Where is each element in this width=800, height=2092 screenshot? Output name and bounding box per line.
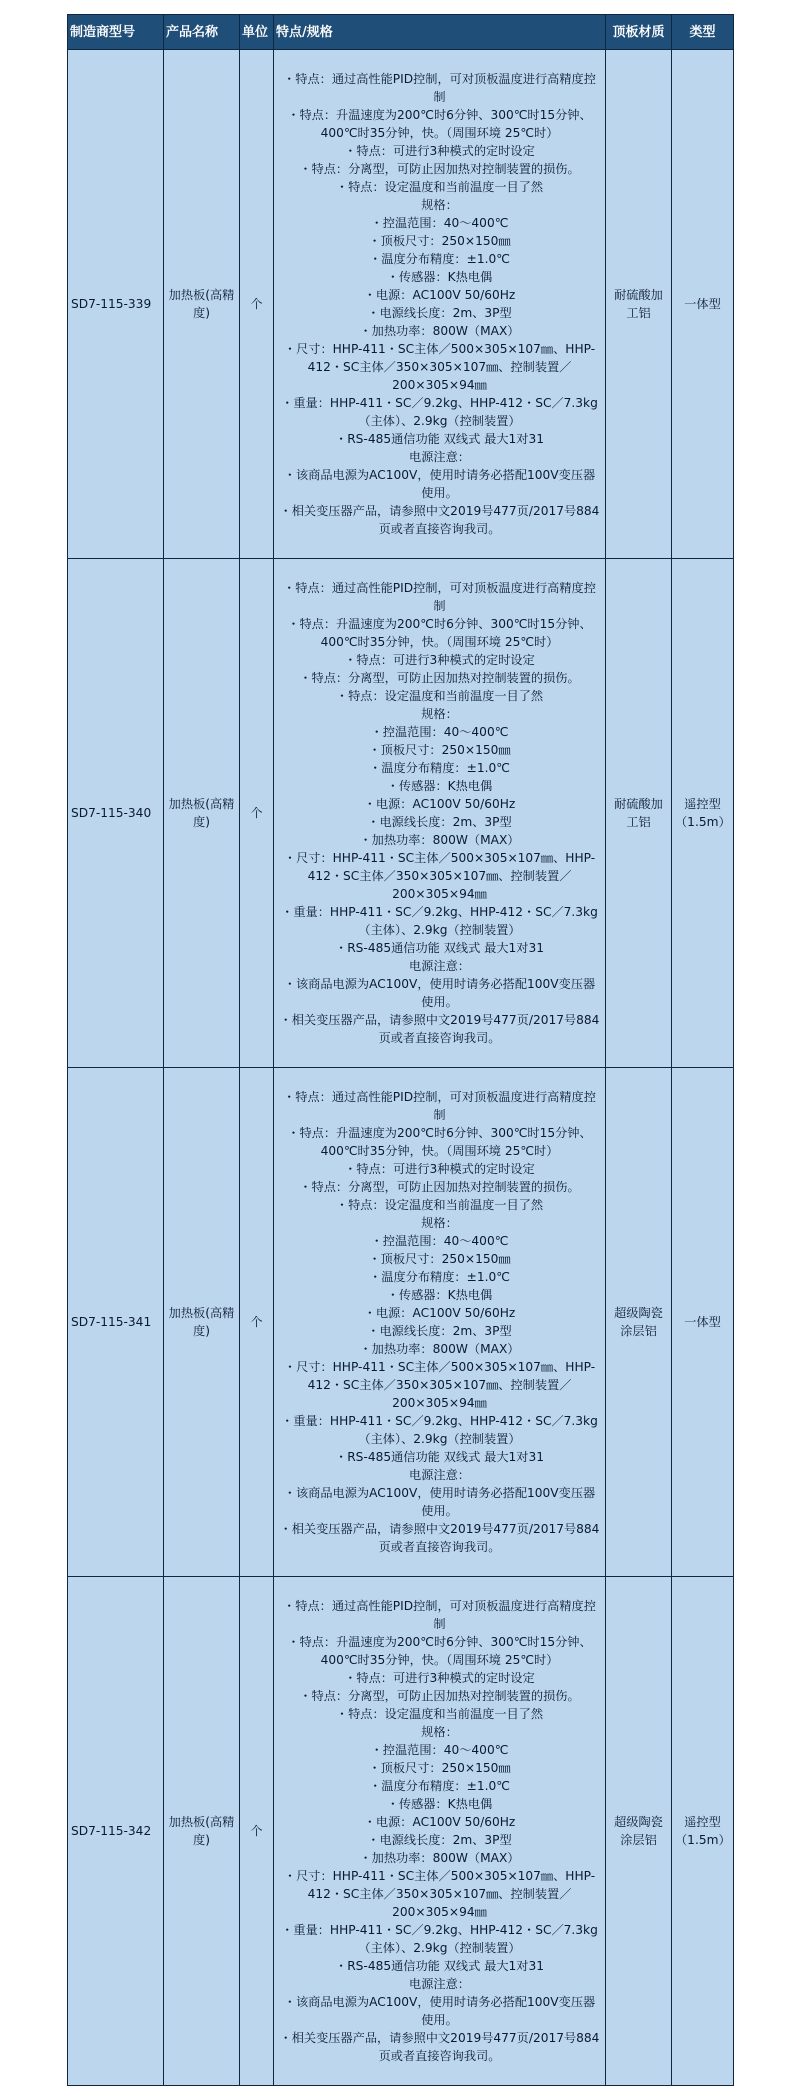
spec-line: ・特点：升温速度为200℃时6分钟、300℃时15分钟、400℃时35分钟，快。（周围环境 25℃时） bbox=[287, 108, 592, 140]
cell-type: 遥控型（1.5m） bbox=[672, 1577, 734, 2086]
spec-line: ・相关变压器产品，请参照中文2019号477页/2017号884页或者直接咨询我司。 bbox=[279, 1522, 600, 1554]
spec-line: ・相关变压器产品，请参照中文2019号477页/2017号884页或者直接咨询我司。 bbox=[279, 504, 600, 536]
spec-line: ・特点：通过高性能PID控制，可对顶板温度进行高精度控制 bbox=[283, 1090, 596, 1122]
spec-line: ・顶板尺寸：250×150㎜ bbox=[368, 1761, 511, 1775]
cell-model: SD7-115-339 bbox=[68, 50, 164, 559]
spec-line: 规格： bbox=[421, 198, 458, 212]
table-header bbox=[68, 15, 734, 50]
spec-line: ・特点：设定温度和当前温度一目了然 bbox=[335, 1198, 544, 1212]
cell-unit: 个 bbox=[240, 1068, 274, 1577]
spec-line: ・特点：设定温度和当前温度一目了然 bbox=[335, 689, 544, 703]
cell-spec bbox=[274, 559, 606, 1068]
spec-line: ・传感器：K热电偶 bbox=[386, 1797, 493, 1811]
cell-unit: 个 bbox=[240, 1577, 274, 2086]
spec-line: ・传感器：K热电偶 bbox=[386, 779, 493, 793]
table-body bbox=[68, 50, 734, 2086]
spec-line: ・特点：升温速度为200℃时6分钟、300℃时15分钟、400℃时35分钟，快。（周围环境 25℃时） bbox=[287, 1635, 592, 1667]
spec-line: ・特点：升温速度为200℃时6分钟、300℃时15分钟、400℃时35分钟，快。（周围环境 25℃时） bbox=[287, 1126, 592, 1158]
spec-line: 电源注意： bbox=[409, 450, 470, 464]
cell-material: 超级陶瓷涂层铝 bbox=[606, 1068, 672, 1577]
spec-line: ・特点：通过高性能PID控制，可对顶板温度进行高精度控制 bbox=[283, 72, 596, 104]
spec-line: ・电源线长度：2m、3P型 bbox=[367, 1324, 512, 1338]
spec-line: ・电源：AC100V 50/60Hz bbox=[363, 1815, 516, 1829]
cell-model: SD7-115-341 bbox=[68, 1068, 164, 1577]
spec-line: ・顶板尺寸：250×150㎜ bbox=[368, 743, 511, 757]
spec-line: ・控温范围：40～400℃ bbox=[370, 216, 509, 230]
spec-line: ・电源：AC100V 50/60Hz bbox=[363, 288, 516, 302]
spec-line: ・特点：分离型，可防止因加热对控制装置的损伤。 bbox=[299, 1180, 580, 1194]
spec-line: ・特点：升温速度为200℃时6分钟、300℃时15分钟、400℃时35分钟，快。（周围环境 25℃时） bbox=[287, 617, 592, 649]
spec-line: ・电源线长度：2m、3P型 bbox=[367, 1833, 512, 1847]
spec-line: ・特点：可进行3种模式的定时设定 bbox=[344, 653, 535, 667]
spec-line: ・相关变压器产品，请参照中文2019号477页/2017号884页或者直接咨询我司。 bbox=[279, 1013, 600, 1045]
spec-line: ・重量：HHP-411・SC／9.2kg、HHP-412・SC／7.3kg（主体）、2.9kg（控制装置） bbox=[281, 905, 598, 937]
cell-material: 耐硫酸加工铝 bbox=[606, 50, 672, 559]
table-row bbox=[68, 50, 734, 559]
spec-line: ・特点：可进行3种模式的定时设定 bbox=[344, 1162, 535, 1176]
cell-model: SD7-115-340 bbox=[68, 559, 164, 1068]
table-row bbox=[68, 559, 734, 1068]
spec-line: 电源注意： bbox=[409, 959, 470, 973]
spec-line: ・特点：通过高性能PID控制，可对顶板温度进行高精度控制 bbox=[283, 1599, 596, 1631]
spec-line: ・该商品电源为AC100V，使用时请务必搭配100V变压器使用。 bbox=[283, 468, 596, 500]
header-model: 制造商型号 bbox=[68, 15, 164, 50]
spec-line: ・特点：设定温度和当前温度一目了然 bbox=[335, 1707, 544, 1721]
spec-line: ・传感器：K热电偶 bbox=[386, 1288, 493, 1302]
header-product-name: 产品名称 bbox=[164, 15, 240, 50]
cell-product-name: 加热板(高精度) bbox=[164, 559, 240, 1068]
cell-product-name: 加热板(高精度) bbox=[164, 1577, 240, 2086]
spec-line: ・重量：HHP-411・SC／9.2kg、HHP-412・SC／7.3kg（主体）、2.9kg（控制装置） bbox=[281, 1923, 598, 1955]
header-material: 顶板材质 bbox=[606, 15, 672, 50]
spec-line: 规格： bbox=[421, 707, 458, 721]
spec-line: ・尺寸：HHP-411・SC主体／500×305×107㎜、HHP-412・SC主体／350×305×107㎜、控制装置／200×305×94㎜ bbox=[283, 342, 596, 392]
spec-line: ・传感器：K热电偶 bbox=[386, 270, 493, 284]
spec-line: ・RS-485通信功能 双线式 最大1对31 bbox=[335, 1450, 544, 1464]
spec-line: ・温度分布精度：±1.0℃ bbox=[369, 252, 510, 266]
spec-line: ・加热功率：800W（MAX） bbox=[359, 324, 520, 338]
table-row bbox=[68, 1068, 734, 1577]
header-type: 类型 bbox=[672, 15, 734, 50]
spec-line: 规格： bbox=[421, 1216, 458, 1230]
spec-line: ・RS-485通信功能 双线式 最大1对31 bbox=[335, 941, 544, 955]
spec-line: ・特点：分离型，可防止因加热对控制装置的损伤。 bbox=[299, 162, 580, 176]
spec-line: 电源注意： bbox=[409, 1977, 470, 1991]
spec-line: ・特点：可进行3种模式的定时设定 bbox=[344, 144, 535, 158]
spec-line: ・加热功率：800W（MAX） bbox=[359, 833, 520, 847]
cell-unit: 个 bbox=[240, 50, 274, 559]
spec-line: ・电源线长度：2m、3P型 bbox=[367, 306, 512, 320]
spec-line: ・特点：可进行3种模式的定时设定 bbox=[344, 1671, 535, 1685]
spec-line: 规格： bbox=[421, 1725, 458, 1739]
cell-material: 超级陶瓷涂层铝 bbox=[606, 1577, 672, 2086]
spec-line: ・特点：通过高性能PID控制，可对顶板温度进行高精度控制 bbox=[283, 581, 596, 613]
spec-line: ・加热功率：800W（MAX） bbox=[359, 1342, 520, 1356]
spec-line: ・电源：AC100V 50/60Hz bbox=[363, 1306, 516, 1320]
cell-type: 一体型 bbox=[672, 50, 734, 559]
spec-line: ・重量：HHP-411・SC／9.2kg、HHP-412・SC／7.3kg（主体）、2.9kg（控制装置） bbox=[281, 1414, 598, 1446]
spec-line: ・特点：设定温度和当前温度一目了然 bbox=[335, 180, 544, 194]
cell-spec bbox=[274, 1577, 606, 2086]
cell-product-name: 加热板(高精度) bbox=[164, 1068, 240, 1577]
header-unit: 单位 bbox=[240, 15, 274, 50]
spec-line: ・温度分布精度：±1.0℃ bbox=[369, 761, 510, 775]
cell-product-name: 加热板(高精度) bbox=[164, 50, 240, 559]
spec-line: ・控温范围：40～400℃ bbox=[370, 1743, 509, 1757]
cell-type: 遥控型（1.5m） bbox=[672, 559, 734, 1068]
spec-line: ・RS-485通信功能 双线式 最大1对31 bbox=[335, 1959, 544, 1973]
spec-line: ・顶板尺寸：250×150㎜ bbox=[368, 1252, 511, 1266]
spec-line: ・特点：分离型，可防止因加热对控制装置的损伤。 bbox=[299, 1689, 580, 1703]
table-row bbox=[68, 1577, 734, 2086]
product-spec-table bbox=[67, 14, 734, 2086]
spec-line: ・该商品电源为AC100V，使用时请务必搭配100V变压器使用。 bbox=[283, 1486, 596, 1518]
spec-line: ・顶板尺寸：250×150㎜ bbox=[368, 234, 511, 248]
cell-material: 耐硫酸加工铝 bbox=[606, 559, 672, 1068]
spec-line: ・温度分布精度：±1.0℃ bbox=[369, 1779, 510, 1793]
cell-spec bbox=[274, 50, 606, 559]
cell-spec bbox=[274, 1068, 606, 1577]
spec-line: ・控温范围：40～400℃ bbox=[370, 1234, 509, 1248]
spec-line: ・特点：分离型，可防止因加热对控制装置的损伤。 bbox=[299, 671, 580, 685]
spec-line: ・尺寸：HHP-411・SC主体／500×305×107㎜、HHP-412・SC主体／350×305×107㎜、控制装置／200×305×94㎜ bbox=[283, 851, 596, 901]
spec-line: ・RS-485通信功能 双线式 最大1对31 bbox=[335, 432, 544, 446]
spec-line: ・控温范围：40～400℃ bbox=[370, 725, 509, 739]
spec-line: ・加热功率：800W（MAX） bbox=[359, 1851, 520, 1865]
spec-line: ・该商品电源为AC100V，使用时请务必搭配100V变压器使用。 bbox=[283, 977, 596, 1009]
header-spec: 特点/规格 bbox=[274, 15, 606, 50]
cell-unit: 个 bbox=[240, 559, 274, 1068]
header-row bbox=[68, 15, 734, 50]
cell-type: 一体型 bbox=[672, 1068, 734, 1577]
spec-line: ・电源：AC100V 50/60Hz bbox=[363, 797, 516, 811]
spec-line: ・电源线长度：2m、3P型 bbox=[367, 815, 512, 829]
cell-model: SD7-115-342 bbox=[68, 1577, 164, 2086]
spec-line: ・重量：HHP-411・SC／9.2kg、HHP-412・SC／7.3kg（主体）、2.9kg（控制装置） bbox=[281, 396, 598, 428]
spec-line: ・该商品电源为AC100V，使用时请务必搭配100V变压器使用。 bbox=[283, 1995, 596, 2027]
spec-line: 电源注意： bbox=[409, 1468, 470, 1482]
spec-line: ・温度分布精度：±1.0℃ bbox=[369, 1270, 510, 1284]
spec-line: ・尺寸：HHP-411・SC主体／500×305×107㎜、HHP-412・SC主体／350×305×107㎜、控制装置／200×305×94㎜ bbox=[283, 1869, 596, 1919]
spec-line: ・尺寸：HHP-411・SC主体／500×305×107㎜、HHP-412・SC主体／350×305×107㎜、控制装置／200×305×94㎜ bbox=[283, 1360, 596, 1410]
spec-line: ・相关变压器产品，请参照中文2019号477页/2017号884页或者直接咨询我司。 bbox=[279, 2031, 600, 2063]
